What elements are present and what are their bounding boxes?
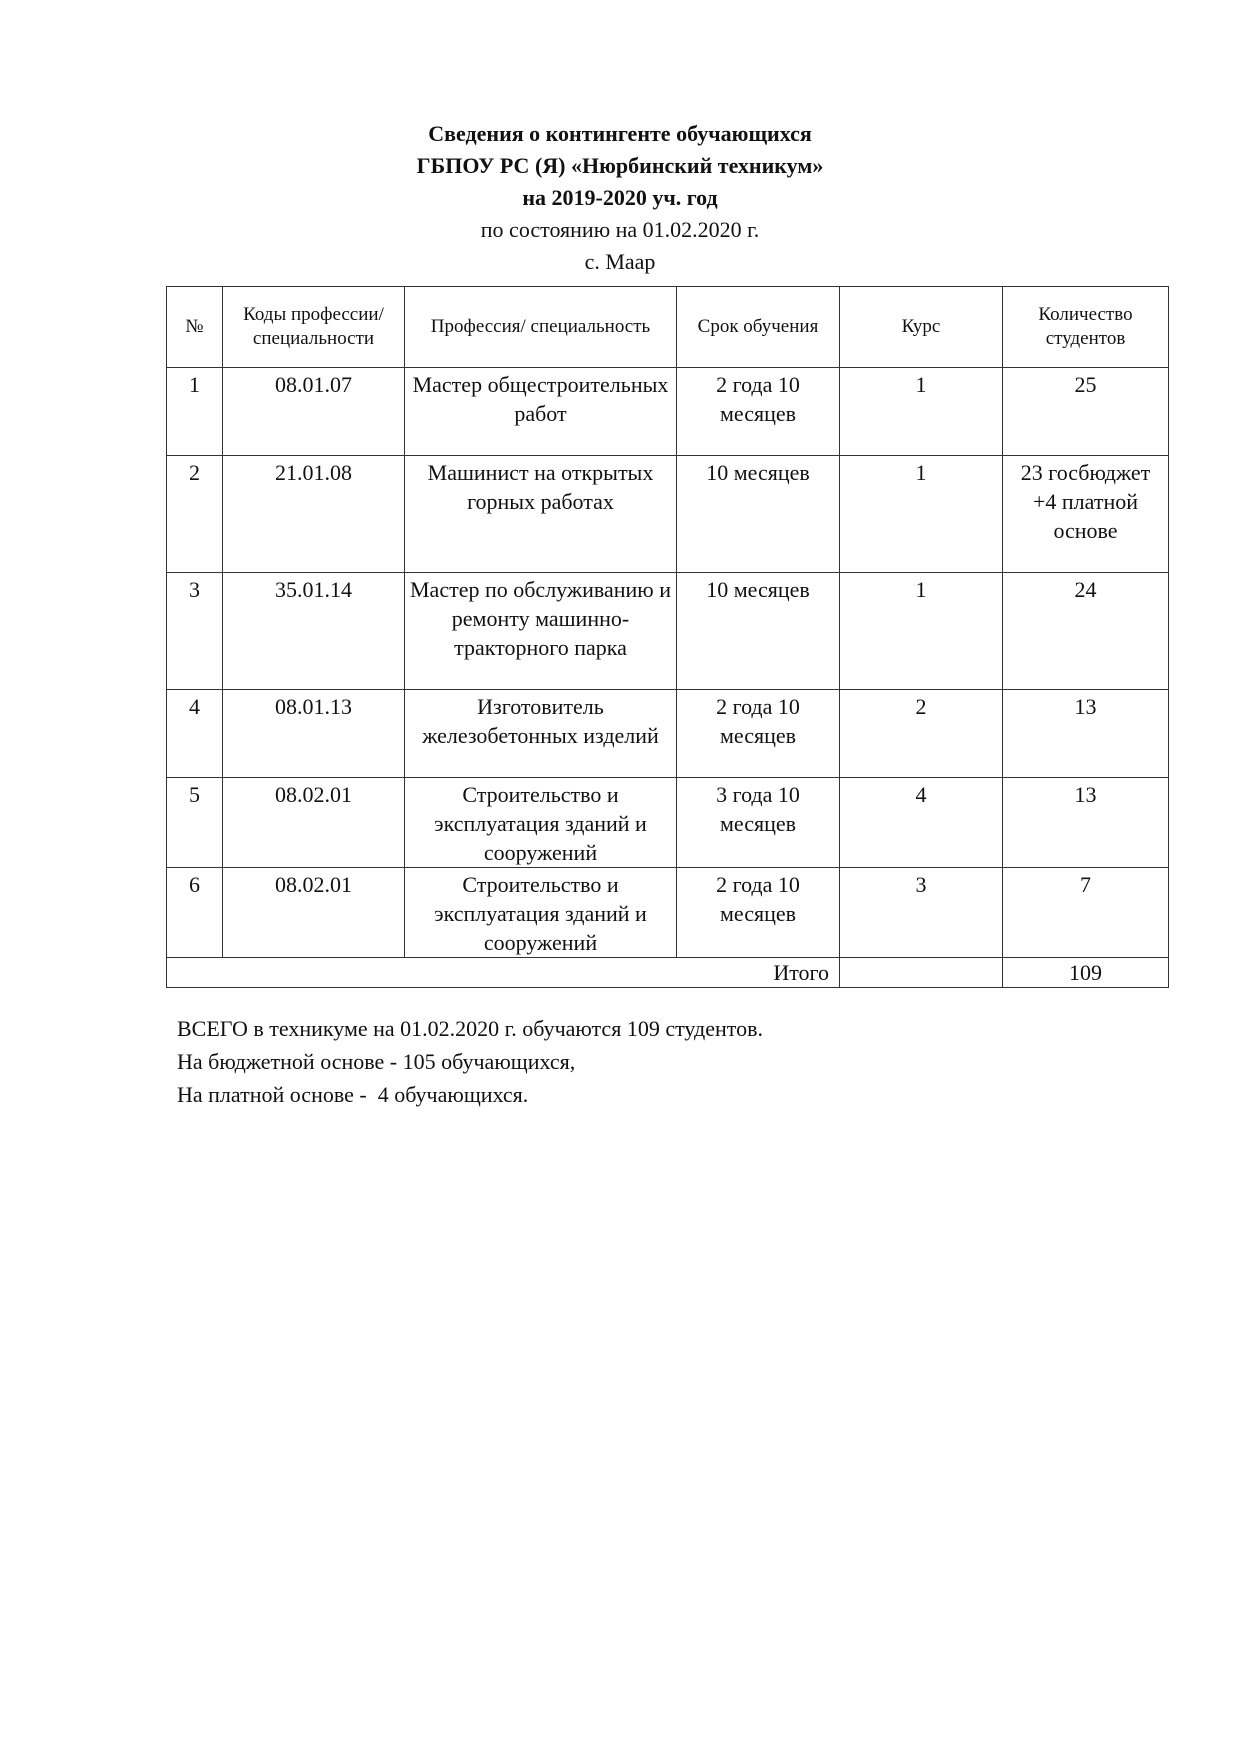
title-line-1: Сведения о контингенте обучающихся xyxy=(428,121,812,146)
summary-paid-line: На платной основе - 4 обучающихся. xyxy=(177,1082,529,1107)
cell-profession: Изготовитель железобетонных изделий xyxy=(405,690,677,778)
total-label: Итого xyxy=(167,958,840,988)
summary-budget-line: На бюджетной основе - 105 обучающихся, xyxy=(177,1049,576,1074)
cell-course: 2 xyxy=(840,690,1003,778)
cell-num: 6 xyxy=(167,868,223,958)
table-header-row xyxy=(167,287,1169,368)
cell-duration: 2 года 10 месяцев xyxy=(677,868,840,958)
cell-students: 13 xyxy=(1003,778,1169,868)
table-row xyxy=(167,690,1169,778)
table-row xyxy=(167,868,1169,958)
table-row xyxy=(167,456,1169,573)
cell-students: 24 xyxy=(1003,573,1169,690)
title-line-3: на 2019-2020 уч. год xyxy=(522,185,718,210)
cell-code: 08.01.13 xyxy=(223,690,405,778)
cell-duration: 10 месяцев xyxy=(677,573,840,690)
table-total-row xyxy=(167,958,1169,988)
column-header-num: № xyxy=(167,287,223,368)
table-row xyxy=(167,573,1169,690)
cell-duration: 3 года 10 месяцев xyxy=(677,778,840,868)
cell-course: 1 xyxy=(840,573,1003,690)
cell-num: 3 xyxy=(167,573,223,690)
cell-num: 4 xyxy=(167,690,223,778)
table-row xyxy=(167,778,1169,868)
cell-profession: Мастер по обслуживанию и ремонту машинно-тракторного парка xyxy=(405,573,677,690)
date-line: по состоянию на 01.02.2020 г. xyxy=(480,217,760,242)
contingent-table-wrapper xyxy=(166,286,1168,988)
column-header-code: Коды профессии/ специальности xyxy=(223,287,405,368)
column-header-students: Количество студентов xyxy=(1003,287,1169,368)
cell-duration: 2 года 10 месяцев xyxy=(677,368,840,456)
cell-code: 08.02.01 xyxy=(223,868,405,958)
summary-total-line: ВСЕГО в техникуме на 01.02.2020 г. обучаются 109 студентов. xyxy=(177,1016,763,1041)
cell-code: 35.01.14 xyxy=(223,573,405,690)
cell-duration: 2 года 10 месяцев xyxy=(677,690,840,778)
cell-students: 23 госбюджет +4 платной основе xyxy=(1003,456,1169,573)
cell-course: 4 xyxy=(840,778,1003,868)
cell-course: 1 xyxy=(840,368,1003,456)
cell-students: 25 xyxy=(1003,368,1169,456)
title-line-2: ГБПОУ РС (Я) «Нюрбинский техникум» xyxy=(416,153,824,178)
cell-num: 5 xyxy=(167,778,223,868)
cell-profession: Машинист на открытых горных работах xyxy=(405,456,677,573)
cell-profession: Строительство и эксплуатация зданий и сооружений xyxy=(405,868,677,958)
cell-code: 08.02.01 xyxy=(223,778,405,868)
cell-profession: Мастер общестроительных работ xyxy=(405,368,677,456)
summary-block xyxy=(177,1012,1177,1111)
column-header-course: Курс xyxy=(840,287,1003,368)
cell-profession: Строительство и эксплуатация зданий и сооружений xyxy=(405,778,677,868)
cell-students: 7 xyxy=(1003,868,1169,958)
cell-num: 2 xyxy=(167,456,223,573)
cell-students: 13 xyxy=(1003,690,1169,778)
location-line: с. Маар xyxy=(584,249,656,274)
total-course-cell xyxy=(840,958,1003,988)
contingent-table xyxy=(166,286,1169,988)
column-header-profession: Профессия/ специальность xyxy=(405,287,677,368)
cell-code: 08.01.07 xyxy=(223,368,405,456)
document-header xyxy=(0,118,1240,278)
cell-duration: 10 месяцев xyxy=(677,456,840,573)
cell-course: 1 xyxy=(840,456,1003,573)
cell-code: 21.01.08 xyxy=(223,456,405,573)
table-row xyxy=(167,368,1169,456)
cell-course: 3 xyxy=(840,868,1003,958)
column-header-duration: Срок обучения xyxy=(677,287,840,368)
cell-num: 1 xyxy=(167,368,223,456)
total-students-cell: 109 xyxy=(1003,958,1169,988)
